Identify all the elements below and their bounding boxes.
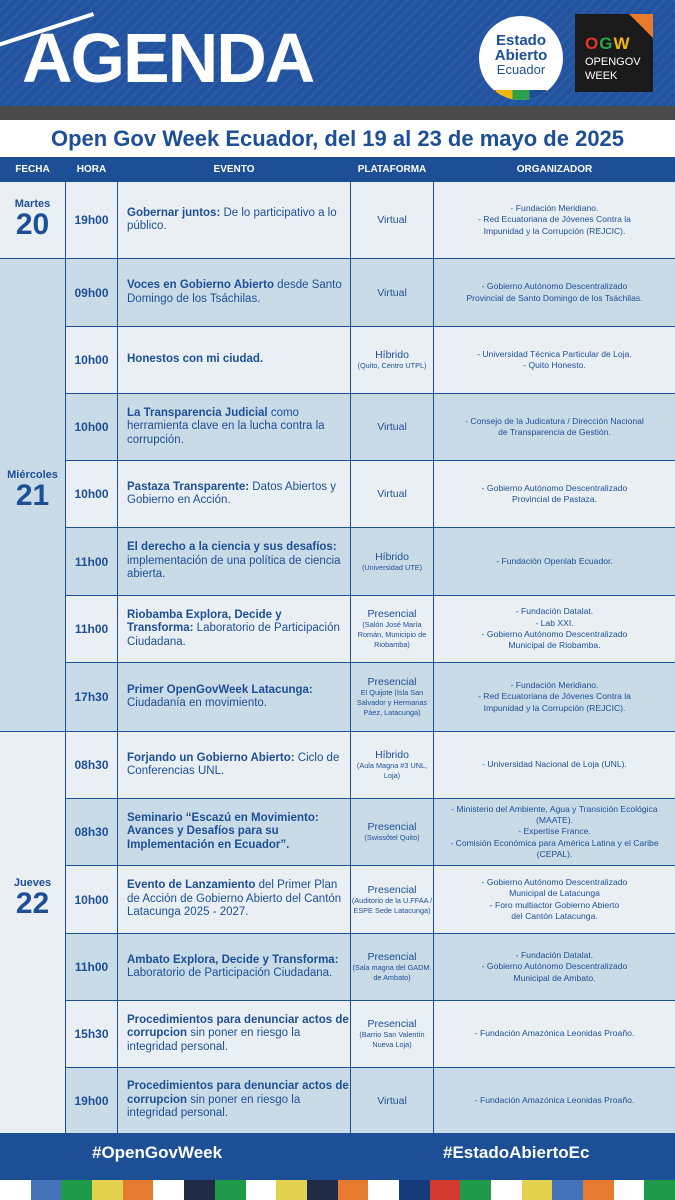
- table-row: [66, 327, 675, 393]
- platform-type: Virtual: [377, 488, 407, 500]
- column-divider: [433, 182, 434, 1133]
- table-row: [66, 1068, 675, 1133]
- event-title-bold: Ambato Explora, Decide y Transforma:: [127, 953, 339, 966]
- color-square: [31, 1180, 62, 1200]
- event-title-text: [127, 481, 350, 508]
- event-title: [118, 528, 350, 595]
- event-title: [118, 182, 350, 258]
- header-banner: [0, 0, 675, 106]
- platform-type: Presencial: [367, 951, 417, 964]
- platform-detail: (Swissôtel Quito): [364, 833, 420, 843]
- platform-type: Presencial: [367, 676, 417, 689]
- organizer-line: - Fundación Meridiano.: [510, 203, 599, 214]
- event-title-text: [127, 541, 350, 582]
- event-platform: [351, 596, 433, 662]
- event-title-rest: del Primer Plan de Acción de Gobierno Abierto del Cantón Latacunga 2025 - 2027.: [127, 879, 342, 919]
- event-title-text: [127, 1080, 350, 1121]
- event-organizer: [434, 866, 675, 933]
- event-title-rest: sin poner en riesgo la integridad personal.: [127, 1027, 301, 1053]
- event-time: 08h30: [74, 825, 109, 839]
- organizer-line: - Gobierno Autónomo Descentralizado: [481, 961, 628, 972]
- platform-detail: (Auditorio de la U.FFAA / ESPE Sede Latacunga): [351, 895, 433, 915]
- event-title-bold: Seminario “Escazú en Movimiento: Avances y Desafíos para su Implementación en Ecuador”.: [127, 811, 319, 851]
- platform-type: Presencial: [367, 883, 417, 896]
- color-square: [0, 1180, 31, 1200]
- organizer-line: - Universidad Técnica Particular de Loja.: [477, 348, 632, 359]
- platform-detail: El Quijote (Isla San Salvador y Hermanas Páez, Latacunga): [356, 688, 428, 717]
- event-platform: [351, 799, 433, 865]
- color-square: [307, 1180, 338, 1200]
- event-title-bold: El derecho a la ciencia y sus desafíos:: [127, 541, 337, 554]
- event-platform: [351, 182, 433, 258]
- event-title-bold: Voces en Gobierno Abierto: [127, 279, 274, 291]
- event-time: 15h30: [74, 1027, 109, 1041]
- event-title-rest: implementación de una política de ciencia abierta.: [127, 554, 341, 581]
- color-square: [460, 1180, 491, 1200]
- column-header-fecha: FECHA: [15, 164, 50, 175]
- event-title: [118, 327, 350, 393]
- event-time: 17h30: [74, 690, 109, 704]
- estado-abierto-logo: [479, 16, 563, 100]
- event-title: [118, 732, 350, 798]
- table-row: [66, 394, 675, 460]
- event-time: 19h00: [74, 1093, 109, 1108]
- row-separator: [66, 933, 675, 934]
- date-day-name: Jueves: [13, 877, 52, 889]
- event-title: [118, 394, 350, 460]
- event-organizer: [434, 1001, 675, 1067]
- event-title: [118, 866, 350, 933]
- color-square: [184, 1180, 215, 1200]
- logo-text-abierto: Abierto: [494, 47, 548, 64]
- organizer-line: - Gobierno Autónomo Descentralizado: [481, 281, 628, 292]
- event-title-text: [127, 609, 350, 650]
- color-square: [644, 1180, 675, 1200]
- organizer-line: Municipal de Latacunga: [509, 888, 600, 899]
- platform-type: Híbrido: [375, 749, 409, 762]
- event-title-bold: La Transparencia Judicial: [127, 406, 268, 419]
- event-title: [118, 596, 350, 662]
- hashtag-estadoabiertoec: #EstadoAbiertoEc: [443, 1143, 590, 1162]
- platform-detail: (Aula Magna #3 UNL, Loja): [356, 761, 428, 780]
- hashtag-opengovweek: #OpenGovWeek: [92, 1143, 223, 1162]
- subtitle: Open Gov Week Ecuador, del 19 al 23 de mayo de 2025: [50, 126, 625, 151]
- event-organizer: [434, 182, 675, 258]
- platform-type: Presencial: [367, 821, 417, 834]
- event-organizer: [434, 528, 675, 595]
- organizer-line: - Ministerio del Ambiente, Agua y Transición Ecológica (MAATE).: [451, 803, 658, 826]
- organizer-line: - Lab XXI.: [535, 617, 574, 628]
- event-title-bold: Procedimientos para denunciar actos de corrupcion: [127, 1013, 349, 1040]
- organizer-line: - Red Ecuatoriana de Jóvenes Contra la: [478, 214, 631, 225]
- event-title-rest: De lo participativo a lo público.: [127, 206, 337, 232]
- event-title: [118, 1001, 350, 1067]
- event-platform: [351, 461, 433, 527]
- event-platform: [351, 1001, 433, 1067]
- event-time: 11h00: [74, 554, 109, 569]
- event-title-text: [127, 812, 350, 853]
- table-row: [66, 934, 675, 1000]
- table-row: [66, 663, 675, 731]
- table-row: [66, 182, 675, 258]
- row-separator: [66, 662, 675, 663]
- table-header: [0, 157, 675, 182]
- column-divider: [117, 182, 118, 1133]
- color-square: [215, 1180, 246, 1200]
- event-title-text: [127, 954, 350, 981]
- date-day-number: 21: [15, 479, 50, 512]
- platform-type: Virtual: [377, 1094, 407, 1107]
- date-block-jueves: [0, 732, 65, 1133]
- organizer-line: - Fundación Datalat.: [515, 950, 594, 961]
- day-separator: [0, 258, 675, 259]
- organizer-line: - Gobierno Autónomo Descentralizado: [481, 629, 628, 639]
- event-time: 10h00: [74, 353, 109, 367]
- color-square: [430, 1180, 461, 1200]
- row-separator: [66, 393, 675, 394]
- platform-detail: (Salón José María Román, Municipio de Riobamba): [357, 620, 427, 649]
- organizer-line: - Universidad Nacional de Loja (UNL).: [482, 759, 627, 770]
- color-square: [583, 1180, 614, 1200]
- event-title-rest: Datos Abiertos y Gobierno en Acción.: [127, 480, 337, 506]
- table-row: [66, 866, 675, 933]
- row-separator: [66, 1067, 675, 1068]
- color-square: [276, 1180, 307, 1200]
- event-platform: [351, 732, 433, 798]
- event-time: 10h00: [74, 487, 109, 501]
- table-row: [66, 1001, 675, 1067]
- event-platform: [351, 1068, 433, 1133]
- event-organizer: [434, 934, 675, 1000]
- organizer-line: - Expertise France.: [518, 826, 591, 837]
- color-square: [522, 1180, 553, 1200]
- row-separator: [66, 326, 675, 327]
- event-organizer: [434, 596, 675, 662]
- event-title-text: [127, 1014, 350, 1055]
- event-title-rest: Ciclo de Conferencias UNL.: [127, 751, 340, 777]
- organizer-line: - Red Ecuatoriana de Jóvenes Contra la: [478, 691, 631, 702]
- organizer-line: Provincial de Santo Domingo de los Tsáchilas.: [466, 292, 643, 303]
- platform-type: Presencial: [367, 608, 417, 621]
- platform-detail: (Quito, Centro UTPL): [357, 361, 427, 371]
- color-square: [614, 1180, 645, 1200]
- logo-text-opengov: OPENGOV: [585, 56, 641, 68]
- event-time: 10h00: [74, 420, 109, 434]
- event-time: 10h00: [74, 892, 109, 907]
- event-title-text: [127, 879, 350, 920]
- event-platform: [351, 528, 433, 595]
- column-divider: [65, 182, 66, 1133]
- organizer-line: - Fundación Meridiano.: [510, 680, 599, 691]
- platform-type: Virtual: [377, 286, 407, 299]
- date-column: [0, 182, 65, 1133]
- event-platform: [351, 259, 433, 326]
- organizer-line: de Transparencia de Gestión.: [498, 427, 611, 437]
- event-title-rest: Laboratorio de Participación Ciudadana.: [127, 967, 333, 979]
- event-title: [118, 259, 350, 326]
- event-time: 19h00: [74, 213, 109, 227]
- event-title-bold: Procedimientos para denunciar actos de corrupcion: [127, 1080, 349, 1106]
- event-time: 11h00: [74, 960, 109, 974]
- table-row: [66, 461, 675, 527]
- color-square: [246, 1180, 277, 1200]
- event-title-text: [127, 279, 350, 306]
- platform-type: Presencial: [367, 1018, 417, 1031]
- event-organizer: [434, 259, 675, 326]
- color-square: [338, 1180, 369, 1200]
- event-title-text: [127, 752, 350, 779]
- event-title-bold: Gobernar juntos:: [127, 206, 221, 219]
- event-organizer: [434, 327, 675, 393]
- date-day-number: 22: [15, 887, 50, 920]
- organizer-line: - Comisión Económica para América Latina y el Caribe (CEPAL).: [450, 837, 659, 859]
- event-organizer: [434, 799, 675, 865]
- platform-detail: (Sala magna del GADM. de Ambato): [352, 963, 432, 982]
- color-square: [123, 1180, 154, 1200]
- day-separator: [0, 731, 675, 732]
- date-miercoles: [0, 469, 65, 511]
- organizer-line: Impunidad y la Corrupción (REJCIC).: [483, 702, 626, 713]
- event-platform: [351, 866, 433, 933]
- event-title: [118, 1068, 350, 1133]
- row-separator: [66, 865, 675, 866]
- date-jueves: [0, 877, 65, 919]
- row-separator: [66, 1000, 675, 1001]
- logo-text-ogw: OGW: [585, 34, 631, 53]
- event-platform: [351, 327, 433, 393]
- event-title-rest: desde Santo Domingo de los Tsáchilas.: [127, 279, 342, 305]
- organizer-line: Provincial de Pastaza.: [511, 494, 598, 504]
- opengov-week-logo: [575, 14, 653, 92]
- organizer-line: Municipal de Ambato.: [513, 972, 596, 983]
- platform-type: Híbrido: [375, 550, 409, 563]
- organizer-line: Impunidad y la Corrupción (REJCIC).: [483, 225, 626, 236]
- logo-text-estado: Estado: [495, 32, 546, 49]
- row-separator: [66, 798, 675, 799]
- column-header-evento: EVENTO: [213, 164, 255, 175]
- logo-text-week: WEEK: [585, 70, 618, 82]
- column-header-organizador: ORGANIZADOR: [516, 164, 593, 175]
- organizer-line: - Fundación Datalat.: [515, 606, 594, 617]
- event-title: [118, 934, 350, 1000]
- event-platform: [351, 663, 433, 731]
- event-title-bold: Forjando un Gobierno Abierto:: [127, 751, 295, 764]
- color-square: [399, 1180, 430, 1200]
- event-organizer: [434, 394, 675, 460]
- table-row: [66, 596, 675, 662]
- event-organizer: [434, 461, 675, 527]
- event-title: [118, 799, 350, 865]
- color-square: [61, 1180, 92, 1200]
- event-title-text: [127, 207, 350, 234]
- event-organizer: [434, 663, 675, 731]
- event-title-rest: Ciudadanía en movimiento.: [127, 697, 267, 709]
- organizer-line: - Gobierno Autónomo Descentralizado: [481, 482, 628, 493]
- event-title-text: [127, 684, 350, 711]
- row-separator: [66, 527, 675, 528]
- organizer-line: - Fundación Openlab Ecuador.: [496, 555, 613, 566]
- event-title-rest: Laboratorio de Participación Ciudadana.: [127, 622, 340, 648]
- organizer-line: - Foro multiactor Gobierno Abierto: [489, 899, 620, 910]
- organizer-line: del Cantón Latacunga.: [511, 910, 598, 921]
- platform-detail: (Barrio San Valentín Nueva Loja): [359, 1030, 425, 1049]
- event-title-bold: Riobamba Explora, Decide y Transforma:: [127, 608, 282, 635]
- event-title-bold: Primer OpenGovWeek Latacunga:: [127, 683, 313, 696]
- event-time: 09h00: [74, 285, 109, 300]
- column-header-plataforma: PLATAFORMA: [357, 164, 427, 175]
- event-title-rest: sin poner en riesgo la integridad personal.: [127, 1093, 301, 1120]
- event-time: 11h00: [74, 622, 109, 636]
- event-title-bold: Honestos con mi ciudad.: [127, 353, 264, 366]
- color-square: [153, 1180, 184, 1200]
- table-row: [66, 259, 675, 326]
- platform-type: Virtual: [377, 214, 407, 226]
- row-separator: [66, 460, 675, 461]
- header-divider: [0, 106, 675, 120]
- column-header-hora: HORA: [76, 164, 107, 175]
- event-platform: [351, 934, 433, 1000]
- event-title-rest: como herramienta clave en la lucha contra la corrupción.: [127, 406, 325, 446]
- table-row: [66, 732, 675, 798]
- logo-text-ecuador: Ecuador: [496, 62, 546, 77]
- date-martes: [0, 198, 65, 240]
- organizer-line: - Quito Honesto.: [523, 360, 586, 370]
- event-platform: [351, 394, 433, 460]
- column-divider: [350, 182, 351, 1133]
- event-title: [118, 461, 350, 527]
- color-square: [491, 1180, 522, 1200]
- table-row: [66, 799, 675, 865]
- event-title-bold: Evento de Lanzamiento: [127, 879, 256, 892]
- page-title: AGENDA: [22, 19, 314, 97]
- logo-color-band: [479, 90, 563, 100]
- subtitle-bar: [0, 120, 675, 157]
- date-day-number: 20: [15, 208, 50, 241]
- event-title-bold: Pastaza Transparente:: [127, 480, 250, 493]
- event-time: 08h30: [74, 758, 109, 772]
- table-row: [66, 528, 675, 595]
- organizer-line: - Consejo de la Judicatura / Dirección Nacional: [465, 415, 644, 426]
- platform-type: Virtual: [377, 421, 407, 433]
- color-squares-strip: [0, 1180, 675, 1200]
- event-organizer: [434, 732, 675, 798]
- row-separator: [66, 595, 675, 596]
- organizer-line: - Gobierno Autónomo Descentralizado: [481, 876, 628, 887]
- platform-type: Híbrido: [375, 349, 409, 362]
- organizer-line: - Fundación Amazónica Leonidas Proaño.: [474, 1094, 635, 1105]
- color-square: [92, 1180, 123, 1200]
- date-day-name: Martes: [14, 198, 51, 210]
- color-square: [368, 1180, 399, 1200]
- event-title: [118, 663, 350, 731]
- logo-corner-mark: [629, 14, 653, 38]
- event-organizer: [434, 1068, 675, 1133]
- date-day-name: Miércoles: [7, 469, 58, 481]
- platform-detail: (Universidad UTE): [361, 562, 422, 572]
- organizer-line: Municipal de Riobamba.: [508, 640, 601, 651]
- event-title-text: [127, 353, 263, 367]
- organizer-line: - Fundación Amazónica Leonidas Proaño.: [474, 1028, 635, 1039]
- event-title-text: [127, 407, 350, 448]
- color-square: [552, 1180, 583, 1200]
